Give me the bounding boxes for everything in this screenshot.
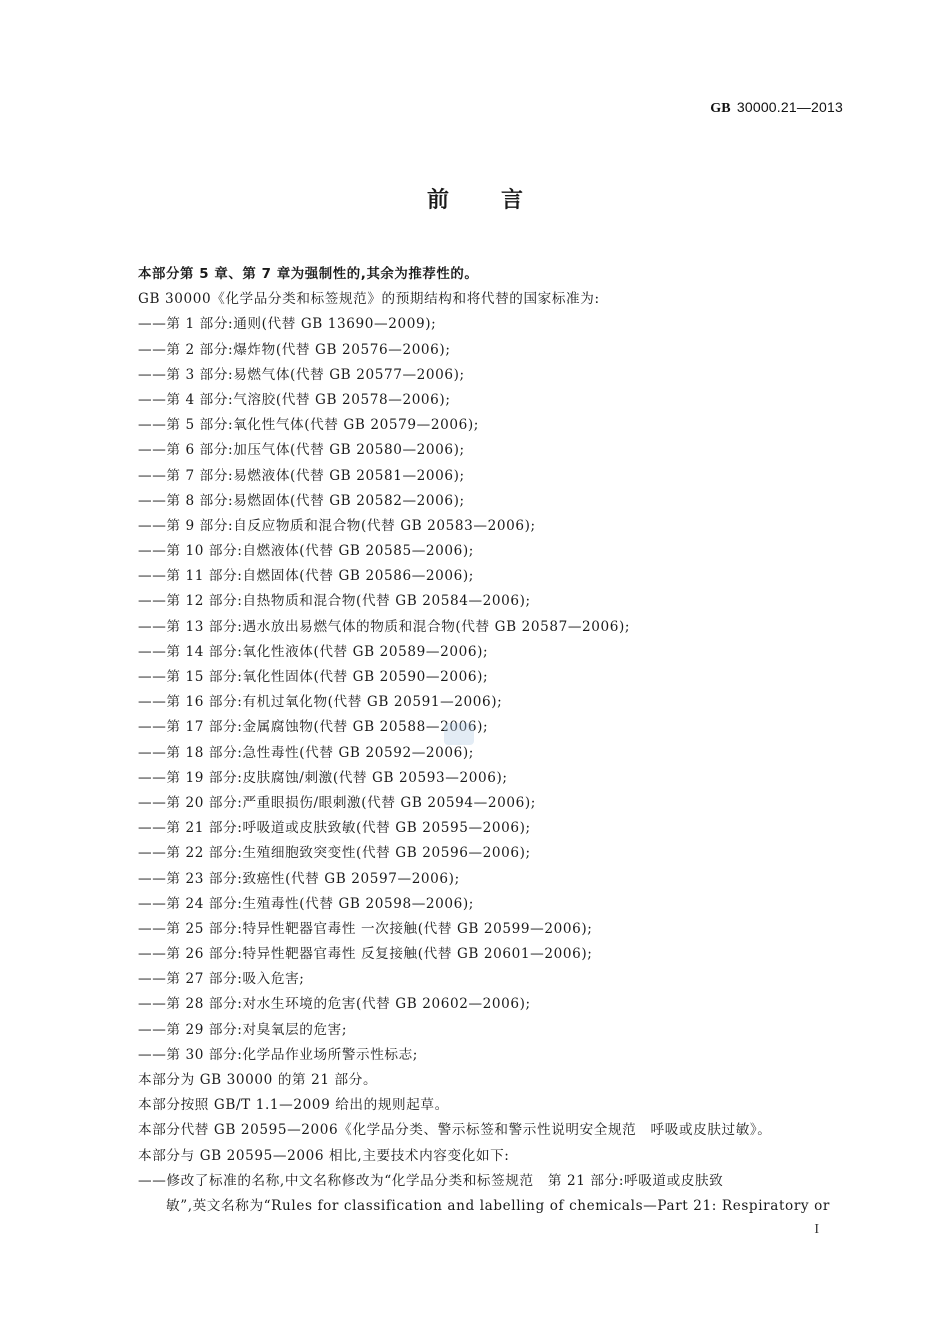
- changes-intro: 本部分与 GB 20595—2006 相比,主要技术内容变化如下:: [138, 1147, 510, 1164]
- change-item-1: ——修改了标准的名称,中文名称修改为“化学品分类和标签规范 第 21 部分:呼吸道或皮肤致: [138, 1172, 724, 1189]
- drafting-rule-statement: 本部分按照 GB/T 1.1—2009 给出的规则起草。: [138, 1097, 449, 1114]
- mandatory-note: 本部分第 5 章、第 7 章为强制性的,其余为推荐性的。: [138, 267, 479, 282]
- list-item: ——第 14 部分:氧化性液体(代替 GB 20589—2006);: [138, 643, 489, 660]
- list-item: ——第 12 部分:自热物质和混合物(代替 GB 20584—2006);: [138, 593, 531, 610]
- title-char-2: 言: [501, 188, 524, 213]
- list-item: ——第 24 部分:生殖毒性(代替 GB 20598—2006);: [138, 895, 474, 912]
- list-item: ——第 23 部分:致癌性(代替 GB 20597—2006);: [138, 870, 460, 887]
- list-item: ——第 4 部分:气溶胶(代替 GB 20578—2006);: [138, 391, 451, 408]
- list-item: ——第 16 部分:有机过氧化物(代替 GB 20591—2006);: [138, 694, 503, 711]
- page-title: [0, 183, 950, 214]
- list-item: ——第 5 部分:氧化性气体(代替 GB 20579—2006);: [138, 417, 479, 434]
- list-item: ——第 21 部分:呼吸道或皮肤致敏(代替 GB 20595—2006);: [138, 820, 531, 837]
- list-item: ——第 19 部分:皮肤腐蚀/刺激(代替 GB 20593—2006);: [138, 769, 508, 786]
- list-item: ——第 20 部分:严重眼损伤/眼刺激(代替 GB 20594—2006);: [138, 794, 536, 811]
- list-item: ——第 3 部分:易燃气体(代替 GB 20577—2006);: [138, 366, 465, 383]
- list-item: ——第 2 部分:爆炸物(代替 GB 20576—2006);: [138, 341, 451, 358]
- standard-prefix: GB: [710, 101, 731, 116]
- change-item-1-continued: 敏”,英文名称为“Rules for classification and labelling of chemicals—Part 21: Respiratory or: [166, 1197, 831, 1214]
- list-item: ——第 7 部分:易燃液体(代替 GB 20581—2006);: [138, 467, 465, 484]
- list-item: ——第 15 部分:氧化性固体(代替 GB 20590—2006);: [138, 669, 489, 685]
- list-item: ——第 29 部分:对臭氧层的危害;: [138, 1021, 348, 1038]
- list-item: ——第 1 部分:通则(代替 GB 13690—2009);: [138, 316, 437, 333]
- parts-list: [138, 312, 850, 1068]
- list-item: ——第 30 部分:化学品作业场所警示性标志;: [138, 1046, 418, 1063]
- list-item: ——第 22 部分:生殖细胞致突变性(代替 GB 20596—2006);: [138, 845, 531, 862]
- standard-number: [710, 99, 843, 117]
- structure-note: GB 30000《化学品分类和标签规范》的预期结构和将代替的国家标准为:: [138, 291, 600, 308]
- list-item: ——第 18 部分:急性毒性(代替 GB 20592—2006);: [138, 744, 474, 761]
- list-item: ——第 8 部分:易燃固体(代替 GB 20582—2006);: [138, 492, 465, 509]
- foreword-body: [138, 262, 850, 1219]
- list-item: ——第 9 部分:自反应物质和混合物(代替 GB 20583—2006);: [138, 517, 536, 534]
- list-item: ——第 17 部分:金属腐蚀物(代替 GB 20588—2006);: [138, 719, 489, 736]
- list-item: ——第 10 部分:自燃液体(代替 GB 20585—2006);: [138, 543, 474, 560]
- list-item: ——第 26 部分:特异性靶器官毒性 反复接触(代替 GB 20601—2006);: [138, 946, 593, 963]
- list-item: ——第 13 部分:遇水放出易燃气体的物质和混合物(代替 GB 20587—2006);: [138, 618, 631, 635]
- list-item: ——第 25 部分:特异性靶器官毒性 一次接触(代替 GB 20599—2006);: [138, 920, 593, 937]
- list-item: ——第 27 部分:吸入危害;: [138, 971, 305, 988]
- part-of-statement: 本部分为 GB 30000 的第 21 部分。: [138, 1072, 378, 1088]
- page-number: I: [814, 1222, 819, 1237]
- list-item: ——第 6 部分:加压气体(代替 GB 20580—2006);: [138, 442, 465, 459]
- title-char-1: 前: [426, 188, 449, 213]
- standard-code: 30000.21—2013: [736, 99, 843, 115]
- replaces-statement: 本部分代替 GB 20595—2006《化学品分类、警示标签和警示性说明安全规范 呼吸或皮肤过敏》。: [138, 1122, 772, 1139]
- list-item: ——第 28 部分:对水生环境的危害(代替 GB 20602—2006);: [138, 996, 531, 1013]
- watermark-logo: [444, 723, 474, 745]
- list-item: ——第 11 部分:自燃固体(代替 GB 20586—2006);: [138, 568, 474, 585]
